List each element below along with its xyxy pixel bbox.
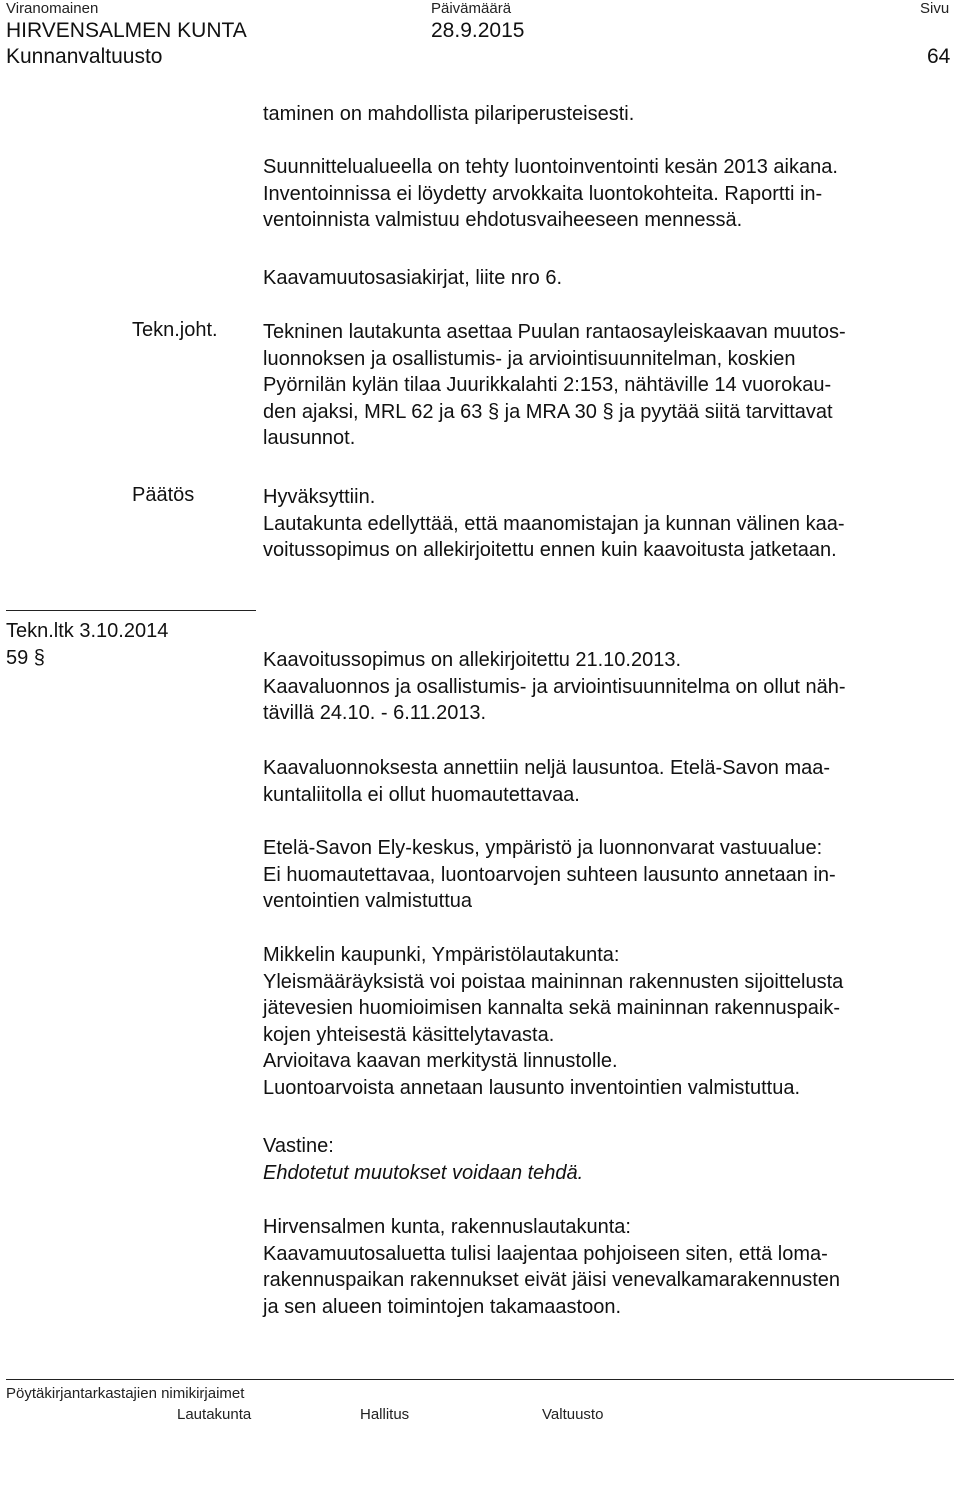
text-line: Mikkelin kaupunki, Ympäristölautakunta: (263, 944, 620, 966)
header-page-number: 64 (927, 45, 951, 68)
section-response (263, 1133, 953, 1186)
proposal-text (263, 319, 953, 452)
text-line: Inventoinnissa ei löydetty arvokkaita luontokohteita. Raportti in- (263, 182, 823, 205)
text-line: Kaavamuutosasiakirjat, liite nro 6. (263, 267, 563, 289)
text-line: ventoinnista valmistuu ehdotusvaiheeseen mennessä. (263, 209, 743, 231)
text-line: Ei huomautettavaa, luontoarvojen suhteen lausunto annetaan in- (263, 863, 836, 886)
text-line: taminen on mahdollista pilariperusteisesti. (263, 103, 635, 125)
proposal-label: Tekn.joht. (132, 319, 218, 341)
text-line: Kaavaluonnoksesta annettiin neljä lausuntoa. Etelä-Savon maa- (263, 757, 831, 779)
text-line: Luontoarvoista annetaan lausunto inventointien valmistuttua. (263, 1076, 801, 1099)
text-line: ja sen alueen toimintojen takamaastoon. (263, 1295, 622, 1318)
footer-column-government: Hallitus (360, 1406, 410, 1423)
text-line: Pyörnilän kylän tilaa Juurikkalahti 2:153, nähtäville 14 vuorokau- (263, 374, 832, 396)
footer-column-board: Lautakunta (177, 1406, 252, 1423)
text-line: ventointien valmistuttua (263, 890, 473, 912)
text-line: den ajaksi, MRL 62 ja 63 § ja MRA 30 § ja pyytää siitä tarvittavat (263, 400, 833, 423)
section-paragraph-5 (263, 1214, 953, 1320)
footer-title: Pöytäkirjantarkastajien nimikirjaimet (6, 1385, 245, 1402)
decision-text (263, 484, 953, 564)
header-label-date: Päivämäärä (431, 0, 512, 17)
section-number: 59 § (6, 647, 45, 669)
text-line: kojen yhteisestä käsittelytavasta. (263, 1023, 555, 1046)
footer-divider (6, 1379, 954, 1380)
text-line: tävillä 24.10. - 6.11.2013. (263, 702, 487, 724)
text-line: Etelä-Savon Ely-keskus, ympäristö ja luonnonvarat vastuualue: (263, 837, 823, 859)
section-paragraph-2 (263, 755, 953, 808)
section-divider (6, 610, 256, 611)
header-date: 28.9.2015 (431, 19, 525, 42)
header-body: Kunnanvaltuusto (6, 45, 163, 68)
text-line: Kaavaluonnos ja osallistumis- ja arviointisuunnitelma on ollut näh- (263, 675, 846, 698)
response-label: Vastine: (263, 1135, 334, 1157)
text-line: voitussopimus on allekirjoitettu ennen kuin kaavoitusta jatketaan. (263, 539, 837, 561)
text-line: Yleismääräyksistä voi poistaa maininnan rakennusten sijoittelusta (263, 970, 844, 993)
footer-column-council: Valtuusto (542, 1406, 604, 1423)
section-paragraph-4 (263, 942, 953, 1101)
intro-attachment (263, 265, 953, 292)
text-line: Arvioitava kaavan merkitystä linnustolle. (263, 1050, 618, 1072)
text-line: rakennuspaikan rakennukset eivät jäisi venevalkamarakennusten (263, 1269, 841, 1291)
text-line: luonnoksen ja osallistumis- ja arviointisuunnitelman, koskien (263, 347, 796, 370)
intro-line (263, 101, 953, 128)
text-line: jätevesien huomioimisen kannalta sekä maininnan rakennuspaik- (263, 997, 841, 1019)
response-text: Ehdotetut muutokset voidaan tehdä. (263, 1161, 584, 1184)
header-organization: HIRVENSALMEN KUNTA (6, 19, 247, 42)
text-line: Suunnittelualueella on tehty luontoinventointi kesän 2013 aikana. (263, 156, 838, 178)
section-paragraph-1 (263, 647, 953, 727)
section-reference: Tekn.ltk 3.10.2014 (6, 620, 169, 642)
text-line: Kaavamuutosaluetta tulisi laajentaa pohjoiseen siten, että loma- (263, 1242, 828, 1265)
intro-inventory-paragraph (263, 154, 953, 234)
text-line: Tekninen lautakunta asettaa Puulan rantaosayleiskaavan muutos- (263, 321, 846, 343)
text-line: Lautakunta edellyttää, että maanomistajan ja kunnan välinen kaa- (263, 512, 845, 535)
text-line: lausunnot. (263, 427, 356, 449)
header-label-page: Sivu (920, 0, 950, 17)
section-paragraph-3 (263, 835, 953, 915)
text-line: Hyväksyttiin. (263, 486, 376, 508)
text-line: Hirvensalmen kunta, rakennuslautakunta: (263, 1216, 631, 1238)
text-line: kuntaliitolla ei ollut huomautettavaa. (263, 783, 580, 806)
text-line: Kaavoitussopimus on allekirjoitettu 21.10.2013. (263, 649, 682, 671)
decision-label: Päätös (132, 484, 195, 506)
header-label-authority: Viranomainen (6, 0, 99, 17)
